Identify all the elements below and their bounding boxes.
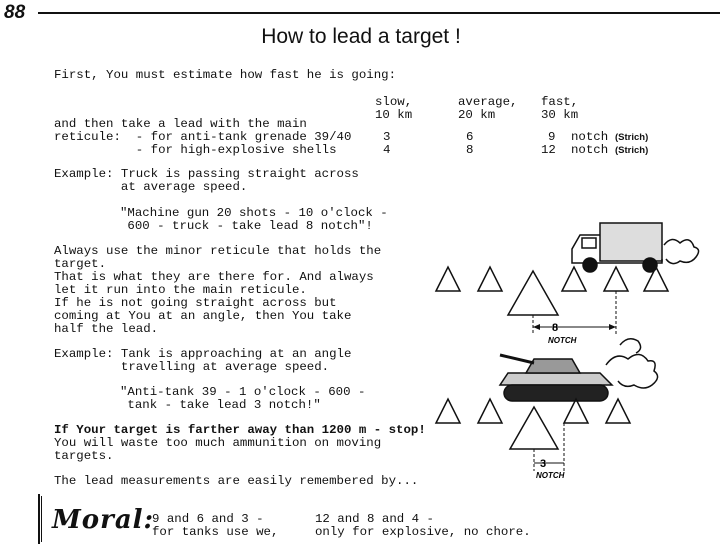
reticule-line-3: That is what they are there for. And always xyxy=(54,270,374,284)
reticule-small-3 xyxy=(562,267,586,291)
moral-bar xyxy=(38,494,40,544)
tank-reticule-small-1 xyxy=(436,399,460,423)
row2-average: 8 xyxy=(466,143,474,157)
truck-cargo xyxy=(600,223,662,261)
tank-reticule xyxy=(436,399,630,449)
truck-lead-label: NOTCH xyxy=(548,336,577,345)
reticule-small-2 xyxy=(478,267,502,291)
truck-window xyxy=(582,238,596,248)
reticule-small-4 xyxy=(604,267,628,291)
reticule-line-7: half the lead. xyxy=(54,322,159,336)
speed-header-average: average, xyxy=(458,95,518,109)
speed-header-fast: fast, xyxy=(541,95,579,109)
row1-average: 6 xyxy=(466,130,474,144)
row1-slow: 3 xyxy=(383,130,391,144)
moral-word: Moral: xyxy=(52,505,155,535)
row1-fast: 9 xyxy=(548,130,556,144)
page-number: 88 xyxy=(4,2,26,23)
tank-illustration xyxy=(500,339,658,401)
reticule-line-5: If he is not going straight across but xyxy=(54,296,337,310)
example2-line-1: Example: Tank is approaching at an angle xyxy=(54,347,352,361)
tank-turret xyxy=(526,359,580,373)
speed-dist-average: 20 km xyxy=(458,108,496,122)
truck-illustration xyxy=(572,223,699,272)
moral-col2-line-1: 12 and 8 and 4 - xyxy=(315,512,434,526)
tank-hull xyxy=(500,373,612,385)
tank-tracks xyxy=(504,385,608,401)
tank-exhaust-cloud xyxy=(606,354,658,388)
warning-bold: If Your target is farther away than 1200 m - stop! xyxy=(54,423,426,437)
moral-col2-line-2: only for explosive, no chore. xyxy=(315,525,531,539)
row1-note: (Strich) xyxy=(615,132,649,143)
intro-line: First, You must estimate how fast he is going: xyxy=(54,68,397,82)
row2-slow: 4 xyxy=(383,143,391,157)
speed-dist-fast: 30 km xyxy=(541,108,579,122)
truck-reticule xyxy=(436,267,668,315)
lead-intro-line-2: reticule: - for anti-tank grenade 39/40 xyxy=(54,130,352,144)
reticule-line-4: let it run into the main reticule. xyxy=(54,283,307,297)
row1-unit: notch xyxy=(571,130,609,144)
speed-dist-slow: 10 km xyxy=(375,108,413,122)
page-title: How to lead a target ! xyxy=(261,25,461,48)
row2-note: (Strich) xyxy=(615,145,649,156)
example2-line-2: travelling at average speed. xyxy=(54,360,330,374)
truck-lead-value: 8 xyxy=(552,322,559,334)
reticule-line-2: target. xyxy=(54,257,107,271)
tank-lead-label: NOTCH xyxy=(536,471,565,480)
example1-line-1: Example: Truck is passing straight across xyxy=(54,167,359,181)
example1-line-2: at average speed. xyxy=(54,180,248,194)
example1-quote-1: "Machine gun 20 shots - 10 o'clock - xyxy=(120,206,388,220)
tank-gun xyxy=(500,355,534,363)
tank-reticule-small-4 xyxy=(606,399,630,423)
example2-quote-2: tank - take lead 3 notch!" xyxy=(120,398,321,412)
tank-reticule-small-2 xyxy=(478,399,502,423)
warning-line-2: You will waste too much ammunition on moving xyxy=(54,436,382,450)
example1-quote-2: 600 - truck - take lead 8 notch"! xyxy=(120,219,373,233)
speed-header-slow: slow, xyxy=(375,95,413,109)
tank-reticule-main xyxy=(510,407,558,449)
row2-unit: notch xyxy=(571,143,609,157)
tank-reticule-small-3 xyxy=(564,399,588,423)
lead-intro-line-3: - for high-explosive shells xyxy=(54,143,337,157)
reticule-line-6: coming at You at an angle, then You take xyxy=(54,309,352,323)
moral-bar-inner xyxy=(41,496,42,542)
tank-lead-value: 3 xyxy=(540,458,547,470)
reticule-main xyxy=(508,271,558,315)
lead-intro-line-1: and then take a lead with the main xyxy=(54,117,307,131)
header-rule xyxy=(38,12,720,14)
truck-wheel-front xyxy=(583,258,597,272)
closing-line: The lead measurements are easily remembered by... xyxy=(54,474,419,488)
reticule-line-1: Always use the minor reticule that holds the xyxy=(54,244,382,258)
example2-quote-1: "Anti-tank 39 - 1 o'clock - 600 - xyxy=(120,385,366,399)
row2-fast: 12 xyxy=(541,143,556,157)
tank-lead-diagram xyxy=(430,335,722,485)
moral-col1-line-1: 9 and 6 and 3 - xyxy=(152,512,264,526)
moral-col1-line-2: for tanks use we, xyxy=(152,525,279,539)
truck-exhaust-cloud xyxy=(664,239,699,263)
reticule-small-1 xyxy=(436,267,460,291)
warning-line-3: targets. xyxy=(54,449,114,463)
truck-lead-diagram xyxy=(430,215,722,350)
